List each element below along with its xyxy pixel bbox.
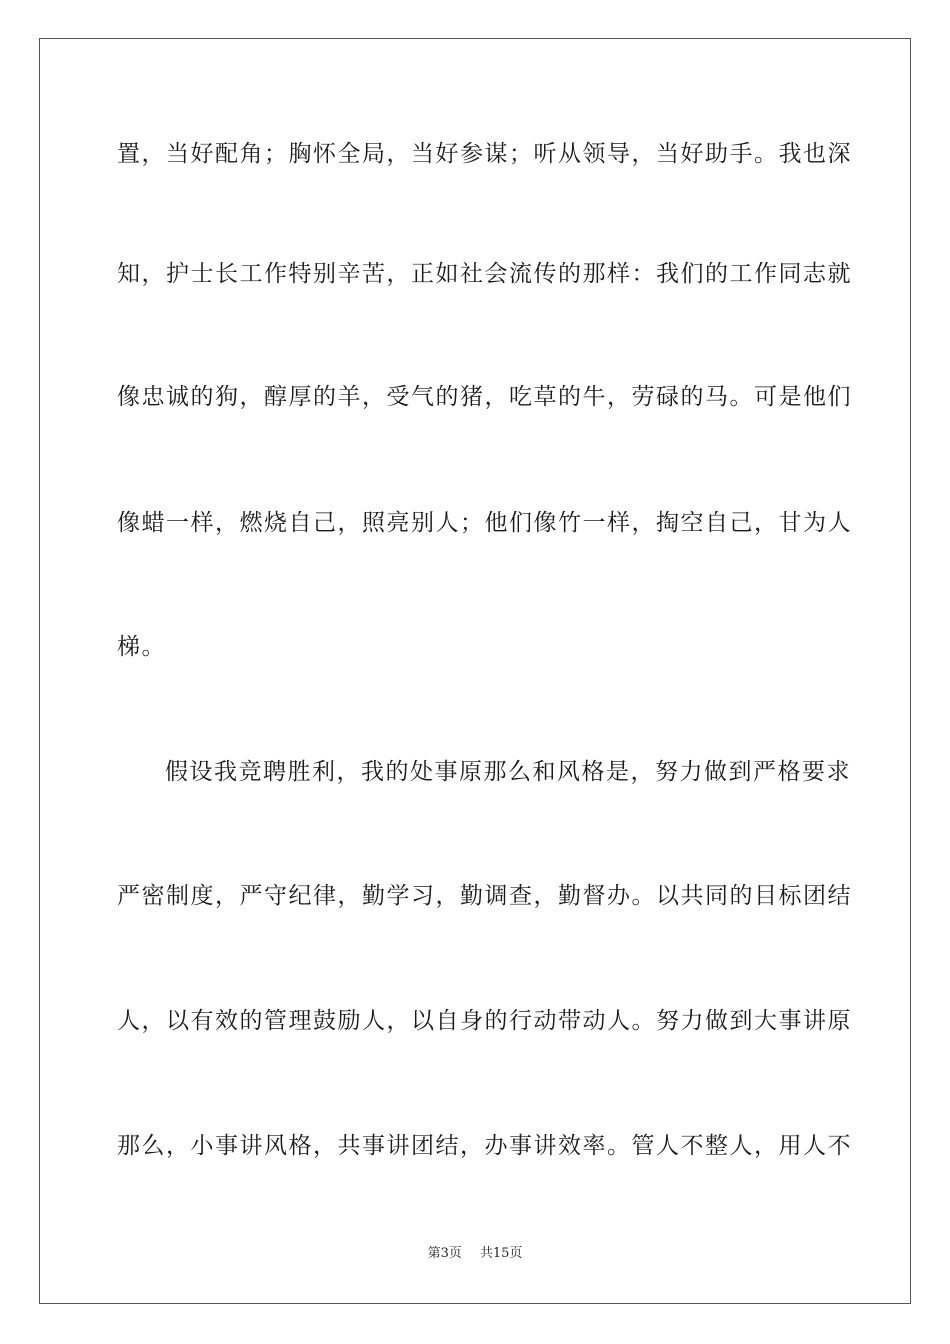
paragraph-2-line-1: 假设我竞聘胜利，我的处事原那么和风格是，努力做到严格要求 bbox=[165, 759, 851, 785]
paragraph-line-1: 置，当好配角；胸怀全局，当好参谋；听从领导，当好助手。我也深 bbox=[117, 141, 852, 167]
page-footer bbox=[0, 1245, 950, 1263]
paragraph-2-line-4: 那么，小事讲风格，共事讲团结，办事讲效率。管人不整人，用人不 bbox=[117, 1133, 852, 1159]
paragraph-2-line-3: 人，以有效的管理鼓励人，以自身的行动带动人。努力做到大事讲原 bbox=[117, 1008, 852, 1034]
paragraph-line-3: 像忠诚的狗，醇厚的羊，受气的猪，吃草的牛，劳碌的马。可是他们 bbox=[117, 384, 852, 410]
paragraph-line-5: 梯。 bbox=[117, 634, 166, 660]
paragraph-line-4: 像蜡一样，燃烧自己，照亮别人；他们像竹一样，掏空自己，甘为人 bbox=[117, 510, 852, 536]
page-number: 第3页 bbox=[427, 1246, 462, 1261]
paragraph-line-2: 知，护士长工作特别辛苦，正如社会流传的那样：我们的工作同志就 bbox=[117, 261, 852, 287]
paragraph-2-line-2: 严密制度，严守纪律，勤学习，勤调查，勤督办。以共同的目标团结 bbox=[117, 883, 852, 909]
page-total: 共15页 bbox=[479, 1246, 523, 1261]
page-frame bbox=[39, 38, 911, 1304]
